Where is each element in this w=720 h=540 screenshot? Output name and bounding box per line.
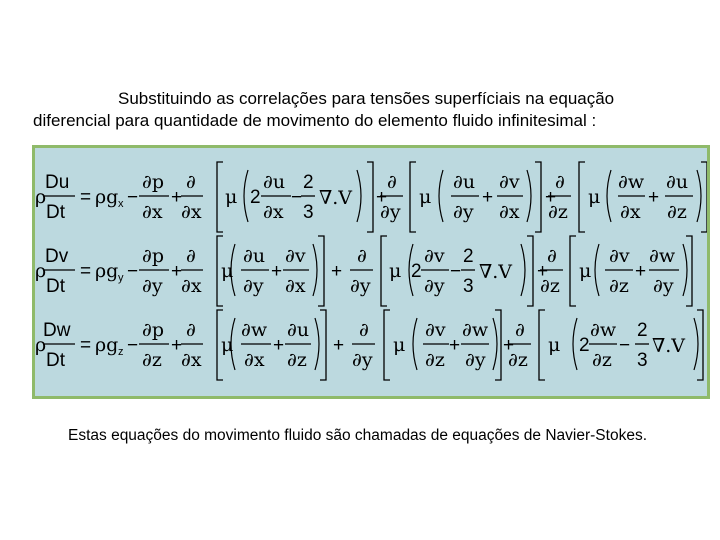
- velocity-derivative-numerator: ∂v: [424, 245, 445, 267]
- velocity-derivative-denominator: ∂z: [287, 349, 307, 371]
- plus-sign: +: [635, 261, 647, 282]
- velocity-derivative-denominator: ∂y: [243, 275, 264, 297]
- outer-derivative-denominator: ∂z: [548, 201, 568, 223]
- outer-derivative-denominator: ∂y: [352, 349, 373, 371]
- pressure-numerator: ∂p: [142, 245, 164, 267]
- mu-symbol: μ: [221, 260, 234, 282]
- plus-sign: +: [331, 261, 343, 282]
- velocity-derivative-denominator: ∂x: [244, 349, 265, 371]
- outer-derivative-numerator: ∂: [359, 319, 369, 341]
- velocity-derivative-denominator: ∂z: [425, 349, 445, 371]
- mu-symbol: μ: [548, 334, 561, 356]
- material-derivative-numerator: Du: [45, 172, 70, 193]
- divergence-term: ∇.V: [479, 261, 513, 283]
- velocity-derivative-denominator: ∂y: [653, 275, 674, 297]
- outer-derivative-numerator: ∂: [357, 245, 367, 267]
- material-derivative-numerator: Dw: [43, 320, 71, 341]
- velocity-derivative-numerator: ∂w: [618, 171, 645, 193]
- outer-derivative-denominator: ∂x: [181, 201, 202, 223]
- two-thirds-numerator: 2: [637, 320, 648, 341]
- plus-sign: +: [503, 335, 515, 356]
- plus-sign: +: [271, 261, 283, 282]
- pressure-denominator: ∂y: [142, 275, 163, 297]
- velocity-derivative-denominator: ∂x: [620, 201, 641, 223]
- material-derivative-numerator: Dv: [45, 246, 69, 267]
- velocity-derivative-denominator: ∂z: [609, 275, 629, 297]
- velocity-derivative-numerator: ∂u: [666, 171, 689, 193]
- minus-sign: −: [127, 187, 139, 208]
- outer-derivative-denominator: ∂z: [508, 349, 528, 371]
- rho-g-subscript: x: [118, 198, 124, 210]
- coefficient-two: 2: [250, 187, 261, 208]
- outer-derivative-numerator: ∂: [515, 319, 525, 341]
- outer-derivative-numerator: ∂: [186, 319, 196, 341]
- outer-derivative-denominator: ∂y: [380, 201, 401, 223]
- velocity-derivative-numerator: ∂w: [462, 319, 489, 341]
- velocity-derivative-numerator: ∂w: [649, 245, 676, 267]
- rho-symbol: ρ: [35, 334, 47, 356]
- intro-line-2: diferencial para quantidade de movimento do elemento fluido infinitesimal :: [33, 111, 597, 130]
- rho-symbol: ρ: [35, 186, 47, 208]
- two-thirds-numerator: 2: [303, 172, 314, 193]
- minus-sign: −: [127, 261, 139, 282]
- velocity-derivative-denominator: ∂z: [667, 201, 687, 223]
- divergence-term: ∇.V: [319, 187, 353, 209]
- rho-g-subscript: y: [118, 272, 124, 284]
- plus-sign: +: [273, 335, 285, 356]
- velocity-derivative-denominator: ∂z: [592, 349, 612, 371]
- two-thirds-denominator: 3: [637, 350, 648, 371]
- outer-derivative-numerator: ∂: [186, 171, 196, 193]
- rho-g-subscript: z: [118, 346, 124, 358]
- velocity-derivative-numerator: ∂w: [590, 319, 617, 341]
- velocity-derivative-numerator: ∂w: [241, 319, 268, 341]
- minus-sign: −: [291, 187, 303, 208]
- mu-symbol: μ: [579, 260, 592, 282]
- velocity-derivative-denominator: ∂y: [453, 201, 474, 223]
- plus-sign: +: [537, 261, 549, 282]
- outer-derivative-denominator: ∂x: [181, 275, 202, 297]
- velocity-derivative-numerator: ∂u: [453, 171, 476, 193]
- pressure-numerator: ∂p: [142, 319, 164, 341]
- closing-text: Estas equações do movimento fluido são chamadas de equações de Navier-Stokes.: [68, 427, 648, 444]
- mu-symbol: μ: [419, 186, 432, 208]
- velocity-derivative-denominator: ∂x: [285, 275, 306, 297]
- mu-symbol: μ: [221, 334, 234, 356]
- velocity-derivative-denominator: ∂x: [263, 201, 284, 223]
- outer-derivative-denominator: ∂z: [540, 275, 560, 297]
- mu-symbol: μ: [389, 260, 402, 282]
- material-derivative-denominator: Dt: [46, 276, 65, 297]
- velocity-derivative-denominator: ∂y: [424, 275, 445, 297]
- coefficient-two: 2: [411, 261, 422, 282]
- minus-sign: −: [619, 335, 631, 356]
- equals-sign: =: [80, 187, 92, 208]
- coefficient-two: 2: [579, 335, 590, 356]
- velocity-derivative-denominator: ∂x: [499, 201, 520, 223]
- velocity-derivative-denominator: ∂y: [465, 349, 486, 371]
- plus-sign: +: [171, 335, 183, 356]
- minus-sign: −: [127, 335, 139, 356]
- equation-z-momentum: [35, 319, 685, 371]
- divergence-term: ∇.V: [652, 335, 686, 357]
- mu-symbol: μ: [225, 186, 238, 208]
- velocity-derivative-numerator: ∂v: [285, 245, 306, 267]
- velocity-derivative-numerator: ∂v: [425, 319, 446, 341]
- equals-sign: =: [80, 261, 92, 282]
- navier-stokes-equations: [35, 148, 707, 396]
- minus-sign: −: [450, 261, 462, 282]
- velocity-derivative-numerator: ∂u: [243, 245, 266, 267]
- outer-derivative-denominator: ∂x: [181, 349, 202, 371]
- pressure-denominator: ∂x: [142, 201, 163, 223]
- mu-symbol: μ: [393, 334, 406, 356]
- mu-symbol: μ: [588, 186, 601, 208]
- two-thirds-numerator: 2: [463, 246, 474, 267]
- outer-derivative-numerator: ∂: [387, 171, 397, 193]
- plus-sign: +: [482, 187, 494, 208]
- outer-derivative-numerator: ∂: [555, 171, 565, 193]
- material-derivative-denominator: Dt: [46, 350, 65, 371]
- pressure-numerator: ∂p: [142, 171, 164, 193]
- rho-symbol: ρ: [35, 260, 47, 282]
- plus-sign: +: [449, 335, 461, 356]
- outer-derivative-numerator: ∂: [186, 245, 196, 267]
- two-thirds-denominator: 3: [303, 202, 314, 223]
- two-thirds-denominator: 3: [463, 276, 474, 297]
- plus-sign: +: [171, 261, 183, 282]
- plus-sign: +: [545, 187, 557, 208]
- velocity-derivative-numerator: ∂v: [609, 245, 630, 267]
- plus-sign: +: [333, 335, 345, 356]
- plus-sign: +: [171, 187, 183, 208]
- material-derivative-denominator: Dt: [46, 202, 65, 223]
- velocity-derivative-numerator: ∂u: [287, 319, 310, 341]
- equations-box: [32, 145, 710, 399]
- rho-g-term: ρg: [95, 334, 119, 356]
- equals-sign: =: [80, 335, 92, 356]
- plus-sign: +: [648, 187, 660, 208]
- equation-y-momentum: [35, 245, 676, 297]
- velocity-derivative-numerator: ∂u: [263, 171, 286, 193]
- intro-line-1: Substituindo as correlações para tensões superfíciais na equação: [118, 89, 615, 108]
- rho-g-term: ρg: [95, 260, 119, 282]
- outer-derivative-numerator: ∂: [547, 245, 557, 267]
- pressure-denominator: ∂z: [142, 349, 162, 371]
- plus-sign: +: [376, 187, 388, 208]
- outer-derivative-denominator: ∂y: [350, 275, 371, 297]
- rho-g-term: ρg: [95, 186, 119, 208]
- velocity-derivative-numerator: ∂v: [499, 171, 520, 193]
